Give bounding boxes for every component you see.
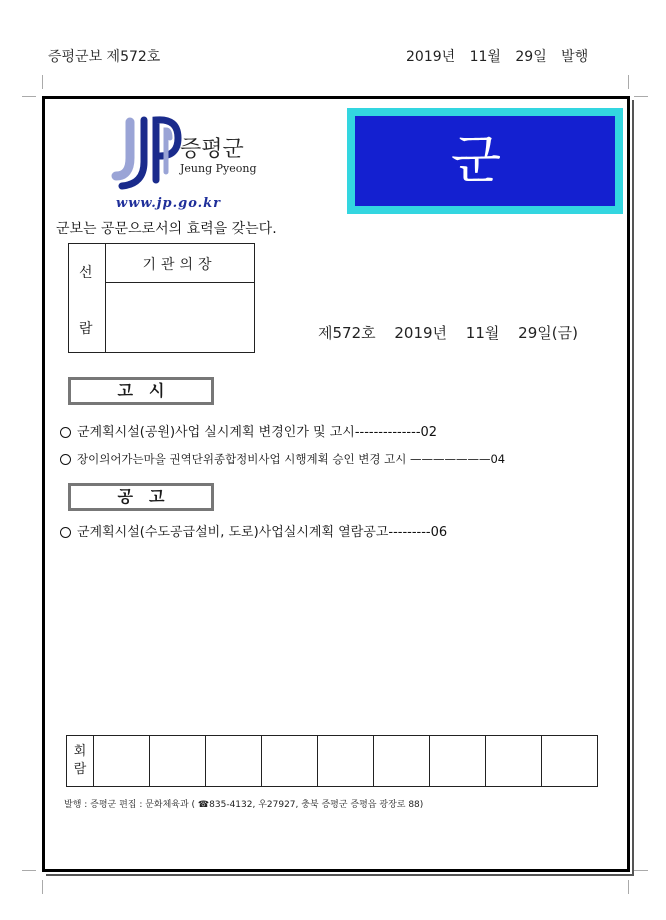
crop-mark xyxy=(628,880,629,894)
section-title-announcement: 공고 xyxy=(68,483,214,511)
circle-bullet-icon xyxy=(60,527,71,538)
toc-item-text: 군계획시설(수도공급설비, 도로)사업실시계획 열람공고---------06 xyxy=(77,525,448,540)
section-title-notice: 고시 xyxy=(68,377,214,405)
toc-item-text: 장이의어가는마을 권역단위종합정비사업 시행계획 승인 변경 고시 ———————04 xyxy=(77,452,506,466)
toc-item[interactable] xyxy=(60,521,624,540)
issue-number-date: 제572호 2019년 11월 29일(금) xyxy=(318,324,578,342)
circulation-cell xyxy=(150,736,206,787)
circulation-label xyxy=(67,736,94,787)
toc-item-text: 군계획시설(공원)사업 실시계획 변경인가 및 고시--------------02 xyxy=(77,425,438,440)
tagline: 군보는 공문으로서의 효력을 갖는다. xyxy=(56,221,277,237)
circulation-cell xyxy=(94,736,150,787)
logo-name-korean: 증평군 xyxy=(180,137,244,162)
approval-box xyxy=(68,243,255,353)
crop-mark xyxy=(634,96,648,97)
issue-date-header: 2019년 11월 29일 발행 xyxy=(406,49,589,65)
crop-mark xyxy=(22,96,36,97)
circulation-cell xyxy=(430,736,486,787)
circulation-cell xyxy=(262,736,318,787)
circulation-cell xyxy=(318,736,374,787)
circle-bullet-icon xyxy=(60,454,71,465)
banner-title: 군 보 xyxy=(430,131,560,281)
website-url: www.jp.go.kr xyxy=(116,196,222,211)
circulation-label-bottom: 람 xyxy=(73,762,87,777)
circle-bullet-icon xyxy=(60,427,71,438)
approval-divider xyxy=(105,282,254,283)
bulletin-number-header: 증평군보 제572호 xyxy=(48,49,161,65)
circulation-cell xyxy=(542,736,598,787)
circulation-cell xyxy=(486,736,542,787)
approval-label-bottom: 람 xyxy=(79,321,93,337)
crop-mark xyxy=(628,75,629,89)
approval-title: 기관의장 xyxy=(142,257,217,273)
toc-item[interactable] xyxy=(60,451,624,467)
approval-label-top: 선 xyxy=(79,265,93,281)
crop-mark xyxy=(634,870,648,871)
publisher-footer: 발행 : 증평군 편집 : 문화체육과 ( ☎835-4132, 우27927, 충북 증평군 증평읍 광장로 88) xyxy=(64,800,424,810)
circulation-table xyxy=(66,735,598,787)
crop-mark xyxy=(42,880,43,894)
crop-mark xyxy=(22,870,36,871)
toc-item[interactable] xyxy=(60,421,624,440)
crop-mark xyxy=(42,75,43,89)
circulation-cell xyxy=(374,736,430,787)
circulation-cell xyxy=(206,736,262,787)
circulation-label-top: 회 xyxy=(73,744,87,759)
logo-name-english: Jeung Pyeong xyxy=(180,162,257,175)
